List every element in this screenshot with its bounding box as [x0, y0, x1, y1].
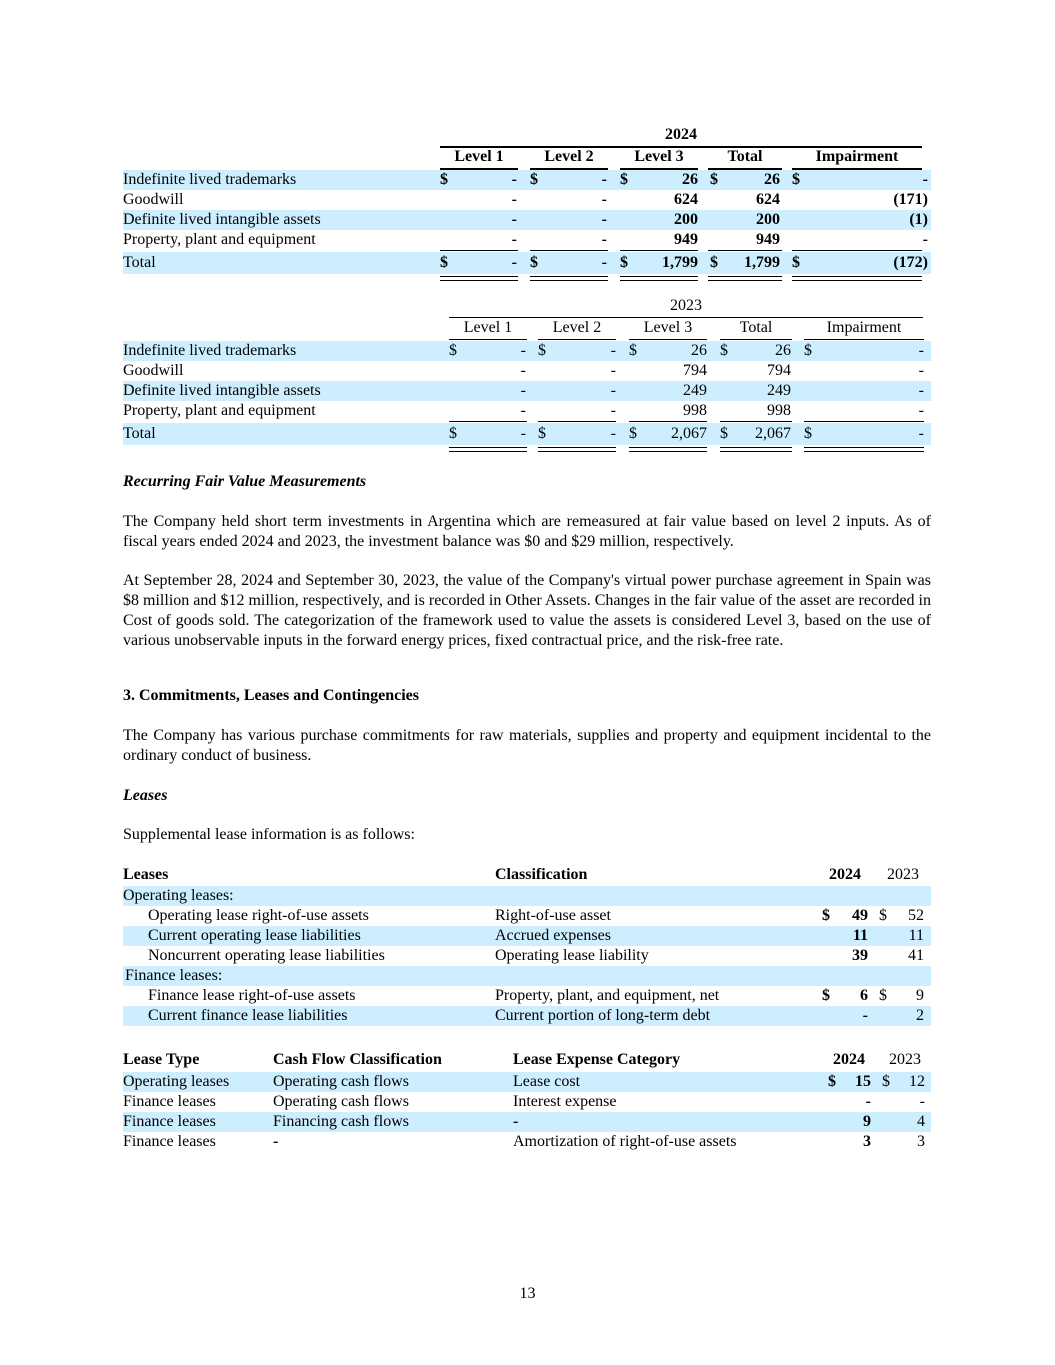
level3-value: 26 [691, 342, 707, 359]
expense-category: Amortization of right-of-use assets [513, 1133, 737, 1150]
level3-value: 949 [674, 231, 698, 248]
row-label: Indefinite lived trademarks [123, 342, 297, 359]
currency-symbol: $ [449, 425, 457, 442]
classification: Current portion of long-term debt [495, 1007, 711, 1024]
divider [449, 339, 527, 340]
row-label: Goodwill [123, 191, 184, 208]
table-total-row [123, 252, 931, 274]
value-2024: - [862, 1007, 868, 1024]
table-header-row [123, 865, 931, 885]
double-underline [720, 447, 792, 452]
column-header: 2023 [889, 1051, 921, 1068]
value-2023: 41 [908, 947, 924, 964]
table-row [123, 190, 931, 210]
table-row [123, 341, 931, 361]
column-header: Lease Type [123, 1051, 200, 1068]
column-header: Lease Expense Category [513, 1051, 681, 1068]
divider [538, 421, 616, 422]
cash-flow-classification: Operating cash flows [273, 1073, 409, 1090]
value-2023: 12 [909, 1073, 925, 1090]
column-header: Level 2 [552, 319, 602, 336]
double-underline [792, 276, 922, 281]
value-2023: 11 [908, 927, 924, 944]
value-2023: 4 [917, 1113, 925, 1130]
currency-symbol: $ [440, 171, 448, 188]
level3-value: 26 [682, 171, 698, 188]
value-2023: 52 [908, 907, 924, 924]
level1-value: - [520, 425, 526, 442]
table-row [123, 170, 931, 190]
total-value: 949 [756, 231, 780, 248]
table-row [123, 1132, 931, 1152]
page-number: 13 [519, 1285, 536, 1302]
double-underline [629, 447, 707, 452]
total-value: 200 [756, 211, 780, 228]
double-underline [538, 447, 616, 452]
divider [538, 339, 616, 340]
paragraph: The Company held short term investments in Argentina which are remeasured at fair value based on level 2 inputs. As of fiscal years ended 2024 and 2023, the investment balance was $0 and $29 million, respectively. [123, 513, 931, 550]
currency-symbol: $ [822, 907, 830, 924]
row-label: Definite lived intangible assets [123, 211, 321, 228]
currency-symbol: $ [449, 342, 457, 359]
value-2024: 49 [852, 907, 868, 924]
value-2023: - [919, 1093, 925, 1110]
level3-value: 998 [683, 402, 707, 419]
level2-value: - [610, 382, 616, 399]
row-label: Current operating lease liabilities [148, 927, 361, 944]
currency-symbol: $ [710, 171, 718, 188]
column-header: Leases [123, 866, 169, 883]
total-value: 998 [767, 402, 791, 419]
column-header: Impairment [826, 319, 902, 336]
paragraph: At September 28, 2024 and September 30, 2023, the value of the Company's virtual power purchase agreement in Spain was $8 million and $12 million, respectively, and is recorded in Other Assets. Changes in the fair value of the asset are recorded in Cost of goods sold. The categorization of the framework used to value the assets is considered Level 3, based on the use of various unobservable inputs in the forward energy prices, fixed contractual price, and the risk-free rate. [123, 572, 931, 649]
level2-value: - [601, 171, 607, 188]
table-row [123, 1072, 931, 1092]
total-value: 249 [767, 382, 791, 399]
impairment-value: - [922, 171, 928, 188]
value-2024: 6 [860, 987, 868, 1004]
value-2024: 3 [863, 1133, 871, 1150]
lease-type: Operating leases [123, 1073, 230, 1090]
table-year-heading: 2024 [665, 126, 697, 143]
cash-flow-classification: Operating cash flows [273, 1093, 409, 1110]
impairment-value: (171) [893, 191, 928, 208]
classification: Right-of-use asset [495, 907, 611, 924]
currency-symbol: $ [882, 1073, 890, 1090]
table-row [123, 946, 931, 966]
value-2023: 9 [916, 987, 924, 1004]
level3-value: 2,067 [671, 425, 707, 442]
row-label: Current finance lease liabilities [148, 1007, 348, 1024]
divider [708, 250, 782, 251]
classification: Operating lease liability [495, 947, 649, 964]
divider [629, 421, 707, 422]
table-row [123, 926, 931, 946]
row-label: Total [123, 425, 156, 442]
currency-symbol: $ [530, 171, 538, 188]
column-header: Total [727, 148, 763, 165]
total-value: 26 [775, 342, 791, 359]
currency-symbol: $ [629, 425, 637, 442]
level2-value: - [610, 362, 616, 379]
level1-value: - [511, 231, 517, 248]
level1-value: - [520, 382, 526, 399]
currency-symbol: $ [804, 425, 812, 442]
double-underline [449, 447, 527, 452]
divider [629, 339, 707, 340]
paragraph: Supplemental lease information is as follows: [123, 826, 415, 843]
level2-value: - [610, 425, 616, 442]
divider [449, 421, 527, 422]
currency-symbol: $ [710, 254, 718, 271]
total-value: 794 [767, 362, 791, 379]
classification: Property, plant, and equipment, net [495, 987, 720, 1004]
level2-value: - [601, 254, 607, 271]
level1-value: - [520, 362, 526, 379]
currency-symbol: $ [804, 342, 812, 359]
table-row [123, 986, 931, 1006]
table-year-heading: 2023 [670, 297, 702, 314]
row-label: Indefinite lived trademarks [123, 171, 297, 188]
table-row [123, 966, 931, 986]
impairment-value: - [918, 402, 924, 419]
level3-value: 624 [674, 191, 698, 208]
column-header: Impairment [815, 148, 899, 165]
divider [530, 250, 608, 251]
row-label: Operating lease right-of-use assets [148, 907, 369, 924]
lease-type: Finance leases [123, 1093, 216, 1110]
column-header: Level 3 [643, 319, 693, 336]
divider [792, 250, 922, 251]
lease-type: Finance leases [123, 1133, 216, 1150]
table-row [123, 886, 931, 906]
double-underline [440, 276, 518, 281]
row-label: Property, plant and equipment [123, 402, 316, 419]
currency-symbol: $ [879, 907, 887, 924]
section-heading: 3. Commitments, Leases and Contingencies [123, 687, 419, 704]
row-label: Goodwill [123, 362, 184, 379]
table-row [123, 210, 931, 230]
level1-value: - [520, 342, 526, 359]
level2-value: - [610, 342, 616, 359]
level3-value: 249 [683, 382, 707, 399]
table-row [123, 361, 931, 381]
currency-symbol: $ [792, 254, 800, 271]
column-header: Level 1 [463, 319, 513, 336]
level2-value: - [610, 402, 616, 419]
column-header: Total [739, 319, 773, 336]
impairment-value: - [918, 382, 924, 399]
expense-category: Interest expense [513, 1093, 617, 1110]
column-header: 2023 [887, 866, 919, 883]
classification: Accrued expenses [495, 927, 611, 944]
paragraph: The Company has various purchase commitments for raw materials, supplies and property and equipment incidental to the ordinary conduct of business. [123, 727, 931, 764]
double-underline [804, 447, 924, 452]
level1-value: - [511, 254, 517, 271]
impairment-value: - [918, 342, 924, 359]
cash-flow-classification: - [273, 1133, 279, 1150]
currency-symbol: $ [720, 425, 728, 442]
row-label: Total [123, 254, 156, 271]
table-row [123, 1112, 931, 1132]
table-row [123, 1006, 931, 1026]
total-value: 1,799 [744, 254, 780, 271]
section-heading: Recurring Fair Value Measurements [123, 473, 367, 490]
total-value: 2,067 [755, 425, 791, 442]
column-header: 2024 [833, 1051, 865, 1068]
divider [804, 339, 924, 340]
table-row [123, 1092, 931, 1112]
level2-value: - [601, 191, 607, 208]
impairment-value: (172) [893, 254, 928, 271]
column-header: Classification [495, 866, 588, 883]
row-label: Noncurrent operating lease liabilities [148, 947, 385, 964]
section-heading: Leases [123, 787, 168, 804]
group-label: Finance leases: [125, 967, 223, 984]
currency-symbol: $ [828, 1073, 836, 1090]
table-header-row [123, 1050, 931, 1070]
group-label: Operating leases: [123, 887, 234, 904]
table-row [123, 381, 931, 401]
divider [720, 339, 792, 340]
level2-value: - [601, 211, 607, 228]
double-underline [530, 276, 608, 281]
divider [620, 250, 698, 251]
value-2024: 39 [852, 947, 868, 964]
currency-symbol: $ [538, 425, 546, 442]
currency-symbol: $ [720, 342, 728, 359]
expense-category: Lease cost [513, 1073, 581, 1090]
currency-symbol: $ [620, 254, 628, 271]
table-total-row [123, 423, 931, 445]
total-value: 26 [764, 171, 780, 188]
level3-value: 200 [674, 211, 698, 228]
column-header: Cash Flow Classification [273, 1051, 442, 1068]
total-value: 624 [756, 191, 780, 208]
row-label: Property, plant and equipment [123, 231, 316, 248]
row-label: Finance lease right-of-use assets [148, 987, 356, 1004]
lease-type: Finance leases [123, 1113, 216, 1130]
currency-symbol: $ [629, 342, 637, 359]
currency-symbol: $ [792, 171, 800, 188]
divider [720, 421, 792, 422]
currency-symbol: $ [879, 987, 887, 1004]
currency-symbol: $ [530, 254, 538, 271]
expense-category: - [513, 1113, 519, 1130]
table-row [123, 906, 931, 926]
level1-value: - [511, 211, 517, 228]
value-2024: 15 [855, 1073, 871, 1090]
currency-symbol: $ [620, 171, 628, 188]
level1-value: - [511, 171, 517, 188]
level1-value: - [520, 402, 526, 419]
double-underline [620, 276, 698, 281]
column-header: Level 1 [454, 148, 504, 165]
currency-symbol: $ [822, 987, 830, 1004]
value-2023: 2 [916, 1007, 924, 1024]
column-header: 2024 [829, 866, 861, 883]
column-header: Level 2 [544, 148, 594, 165]
currency-symbol: $ [440, 254, 448, 271]
level3-value: 1,799 [662, 254, 698, 271]
double-underline [708, 276, 782, 281]
level1-value: - [511, 191, 517, 208]
level2-value: - [601, 231, 607, 248]
divider [440, 250, 518, 251]
value-2024: 11 [852, 927, 868, 944]
divider [804, 421, 924, 422]
value-2024: 9 [863, 1113, 871, 1130]
impairment-value: - [918, 362, 924, 379]
column-header: Level 3 [634, 148, 684, 165]
value-2024: - [865, 1093, 871, 1110]
table-row [123, 401, 931, 421]
cash-flow-classification: Financing cash flows [273, 1113, 409, 1130]
table-row [123, 230, 931, 250]
row-label: Definite lived intangible assets [123, 382, 321, 399]
level3-value: 794 [683, 362, 707, 379]
impairment-value: - [922, 231, 928, 248]
value-2023: 3 [917, 1133, 925, 1150]
impairment-value: (1) [909, 211, 928, 228]
currency-symbol: $ [538, 342, 546, 359]
impairment-value: - [918, 425, 924, 442]
